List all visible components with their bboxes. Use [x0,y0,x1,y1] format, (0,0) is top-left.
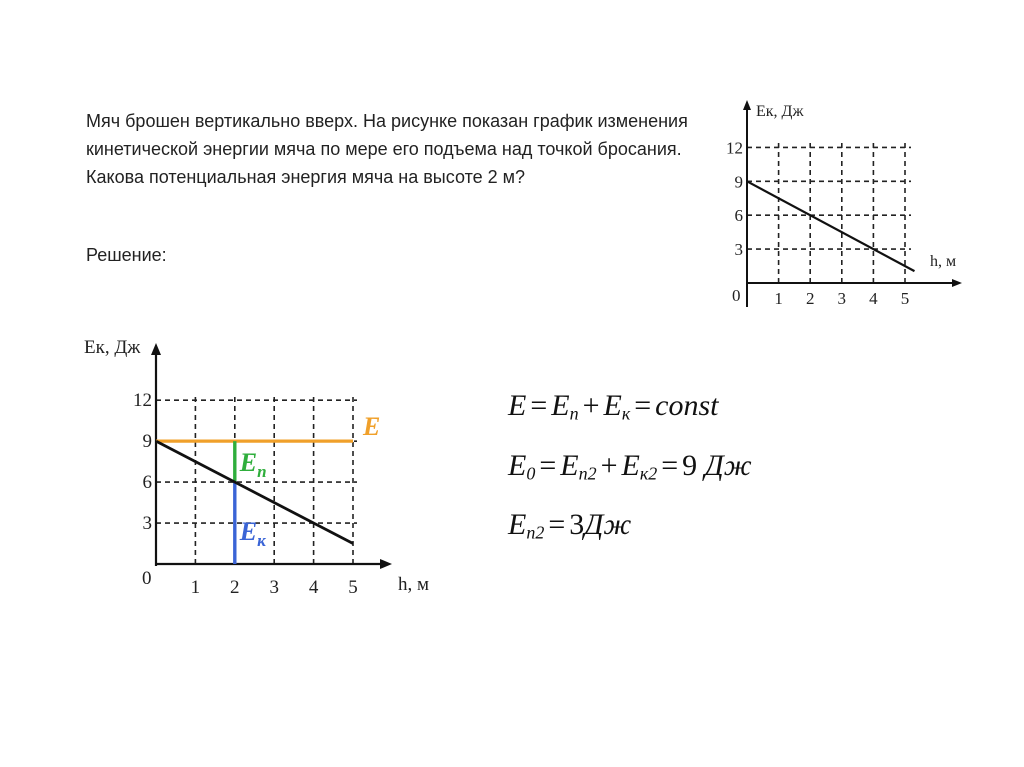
initial-subscript: 0 [526,463,536,483]
potential-energy-symbol: E [560,448,579,482]
potential-energy-symbol: E [551,389,570,422]
potential-energy-symbol: E [239,448,258,478]
x-tick-label: 5 [900,289,910,308]
y-tick-label: 6 [734,206,743,226]
y-tick-label: 3 [734,240,743,260]
kinetic-energy-symbol: E [603,389,622,422]
const-term: const [655,389,719,422]
potential2-subscript: п2 [578,463,597,483]
problem-text: Мяч брошен вертикально вверх. На рисунке показан график изменения кинетической энергии мяча по мере его подъема над точкой бросания. Какова потенциальная энергия мяча на высоте 2 м? [86,111,688,187]
y-tick-label: 12 [133,390,152,412]
total-energy-symbol: E [508,389,527,422]
potential-subscript: п [257,462,267,482]
initial-energy-symbol: E [508,448,527,482]
potential-subscript: п [569,403,579,424]
answer-value: 3 [569,508,585,541]
formula-conservation: $E = E_п + E_к$ = const [508,389,719,424]
kinetic-energy-symbol: E [239,517,258,547]
y-axis-label: Eк, Дж [84,337,141,358]
origin-label: 0 [142,568,152,589]
x-tick-label: 3 [269,577,279,598]
x-tick-label: 2 [805,289,815,308]
kinetic-energy-label [239,517,266,550]
x-tick-label: 1 [774,289,783,308]
energy-value: 9 [682,448,698,482]
potential-energy-label [239,448,267,481]
y-tick-label: 9 [142,431,152,453]
x-tick-label: 5 [348,577,358,598]
potential-energy-symbol: E [508,508,527,541]
energy-formulas [508,380,752,559]
y-tick-label: 12 [726,138,743,158]
potential2-subscript: п2 [526,522,545,543]
answer-unit: Дж [584,508,632,541]
y-tick-label: 3 [142,513,152,535]
x-axis-arrow [380,559,392,569]
formula-answer: $E_{п2} = 3Дж$ [508,508,632,543]
origin-label: 0 [732,286,741,305]
kinetic2-subscript: к2 [639,463,658,483]
x-tick-label: 2 [230,577,240,598]
kinetic-energy-symbol: E [621,448,640,482]
x-tick-label: 4 [869,289,878,308]
y-tick-label: 6 [142,472,152,494]
x-axis-label: h, м [398,574,430,595]
y-tick-label: 9 [734,172,743,192]
formula-initial-energy: $E_0 = E_{п2} + E_{к2} = 9$ Дж [508,448,752,483]
kinetic-subscript: к [257,531,266,551]
x-tick-label: 4 [308,577,319,598]
x-tick-label: 3 [837,289,847,308]
y-axis-arrow [151,343,161,355]
energy-unit: Дж [704,448,752,482]
kinetic-subscript: к [621,403,631,424]
solution-label: Решение: [86,245,167,265]
y-axis-label: Eк, Дж [756,103,804,120]
x-tick-label: 1 [190,577,201,598]
x-axis-label: h, м [930,253,957,270]
total-energy-label: E [363,412,381,442]
